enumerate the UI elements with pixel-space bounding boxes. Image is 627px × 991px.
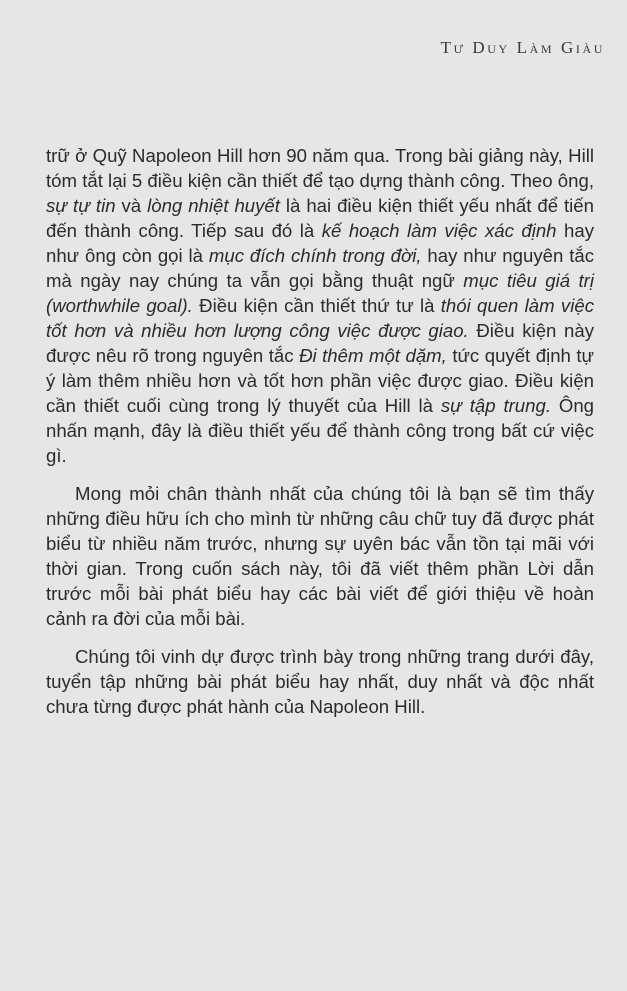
p1-italic-extra-mile: Đi thêm một dặm, <box>299 345 447 366</box>
p1-text-1: trữ ở Quỹ Napoleon Hill hơn 90 năm qua. Trong bài giảng này, Hill tóm tắt lại 5 điều kiện cần thiết để tạo dựng thành công. Theo ông, <box>46 145 594 191</box>
p1-italic-definite-plan: kế hoạch làm việc xác định <box>321 220 557 241</box>
p1-italic-enthusiasm: lòng nhiệt huyết <box>147 195 280 216</box>
paragraph-2: Mong mỏi chân thành nhất của chúng tôi là bạn sẽ tìm thấy những điều hữu ích cho mình từ những câu chữ tuy đã được phát biểu từ nhiều năm trước, nhưng sự uyên bác vẫn tồn tại mãi với thời gian. Trong cuốn sách này, tôi đã viết thêm phần Lời dẫn trước mỗi bài phát biểu hay các bài viết để giới thiệu về hoàn cảnh ra đời của mỗi bài. <box>46 483 594 629</box>
p1-italic-worthwhile-goal: mục tiêu giá trị (worthwhile goal). <box>46 270 594 316</box>
p1-text-8: tức quyết định tự ý làm thêm nhiều hơn và tốt hơn phần việc được giao. Điều kiện cần thiết cuối cùng trong lý thuyết của Hill là <box>46 345 594 416</box>
p1-text-6: Điều kiện cần thiết thứ tư là <box>192 295 441 316</box>
p1-text-5: hay như nguyên tắc mà ngày nay chúng ta vẫn gọi bằng thuật ngữ <box>46 245 595 291</box>
p1-italic-self-confidence: sự tự tin <box>46 195 116 216</box>
p1-text-2: và <box>115 195 148 216</box>
p1-text-3: là hai điều kiện thiết yếu nhất để tiến đến thành công. Tiếp sau đó là <box>46 195 594 241</box>
p1-italic-concentration: sự tập trung. <box>440 395 551 416</box>
p1-italic-work-habit: thói quen làm việc tốt hơn và nhiều hơn lượng công việc được giao. <box>46 295 594 341</box>
paragraph-1 <box>46 143 594 468</box>
p1-italic-chief-aim: mục đích chính trong đời, <box>208 245 422 266</box>
paragraph-3: Chúng tôi vinh dự được trình bày trong những trang dưới đây, tuyển tập những bài phát biểu hay nhất, duy nhất và độc nhất chưa từng được phát hành của Napoleon Hill. <box>46 646 594 717</box>
running-header: Tư Duy Làm Giàu <box>440 38 605 57</box>
page-body <box>46 143 594 732</box>
p1-text-9: Ông nhấn mạnh, đây là điều thiết yếu để thành công trong bất cứ việc gì. <box>46 395 594 466</box>
p1-text-7: Điều kiện này được nêu rõ trong nguyên tắc <box>46 320 594 366</box>
p1-text-4: hay như ông còn gọi là <box>46 220 594 266</box>
